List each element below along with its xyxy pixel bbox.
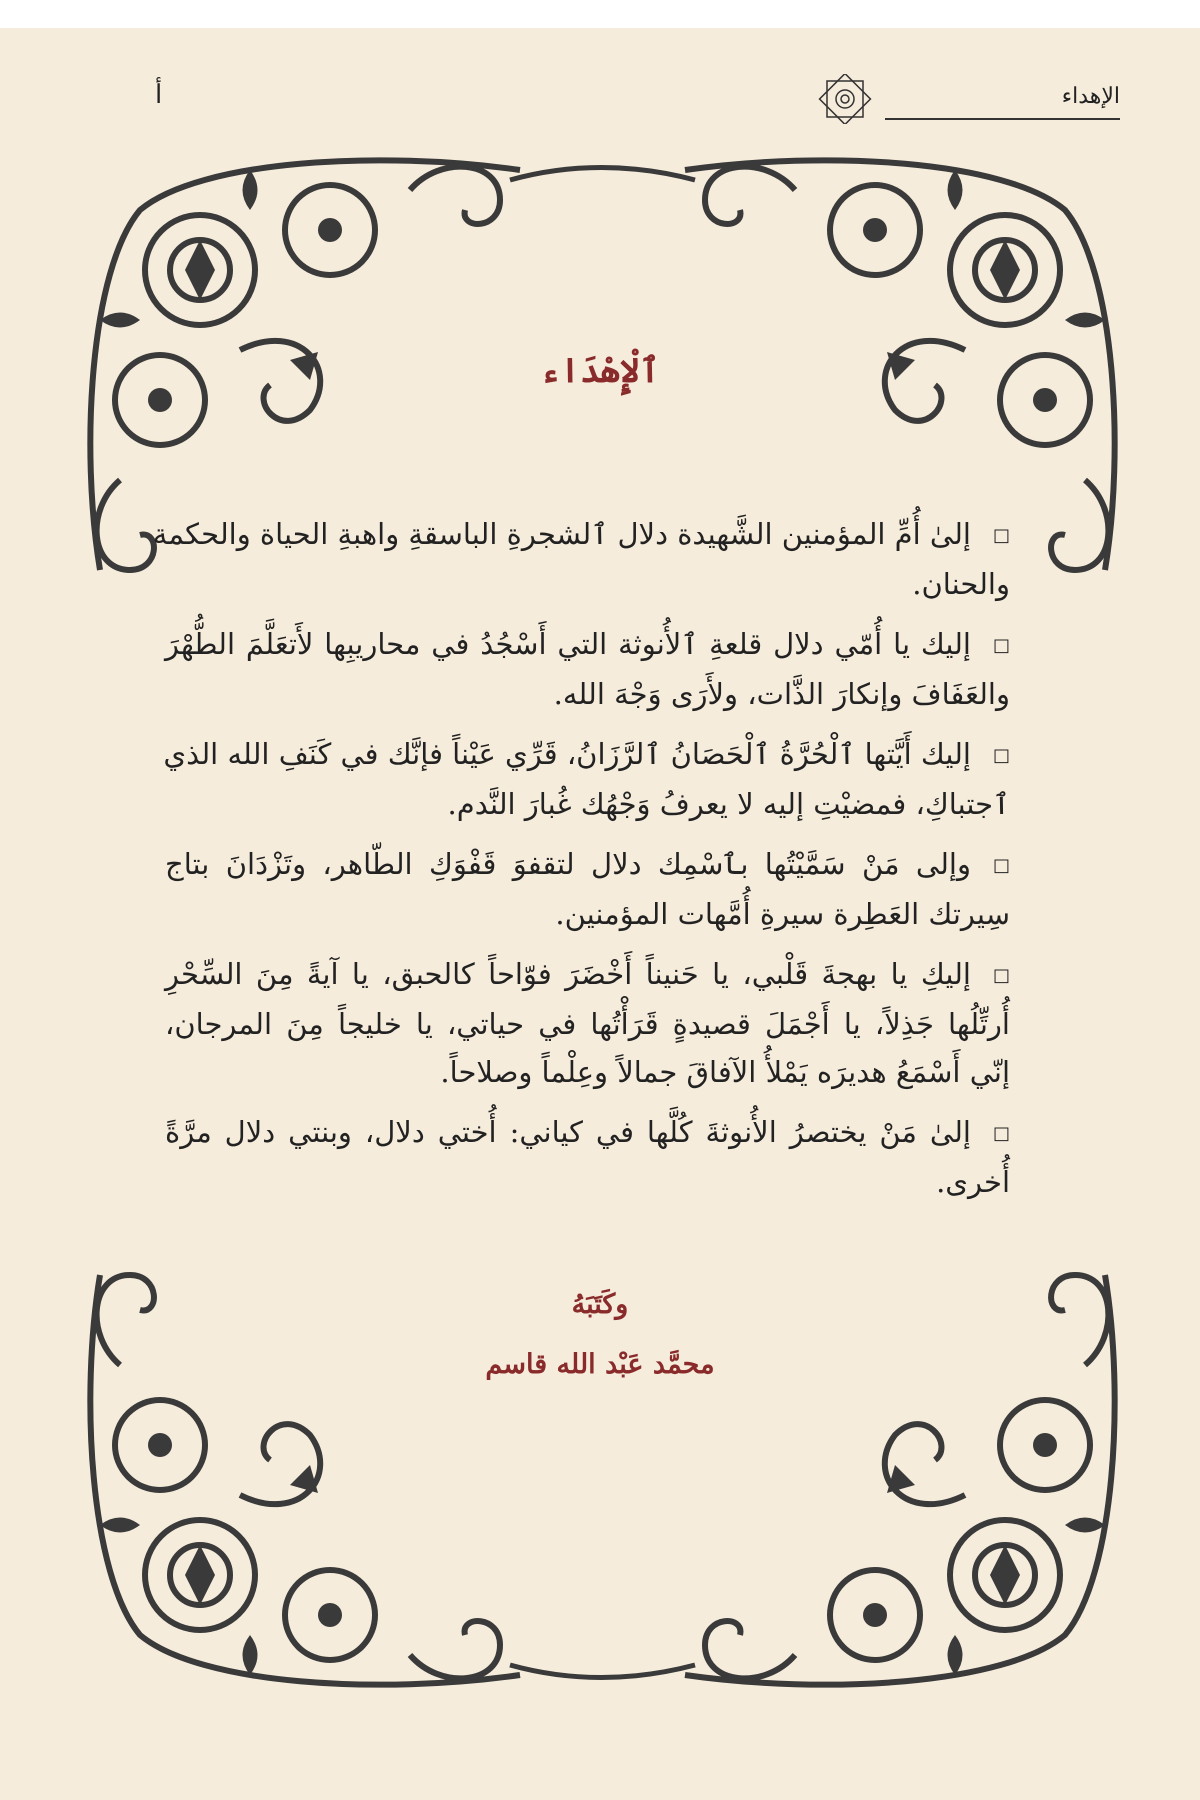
dedication-body — [152, 510, 1010, 1218]
dedication-paragraph — [165, 730, 1010, 828]
line-text: وإلى مَنْ سَمَّيْتُها بٱسْمِك دلال لتقفوَ قَفْوَكِ الطّاهر، وتَزْدَانَ بتاج — [165, 847, 971, 881]
paragraph-line — [165, 1048, 1010, 1096]
square-bullet-icon: □ — [992, 855, 1010, 876]
paragraph-line — [165, 1000, 1010, 1048]
line-text: إلىٰ مَنْ يختصرُ الأُنوثةَ كُلَّها في كياني: أُختي دلال، وبنتي دلال مرَّةً — [165, 1115, 971, 1149]
line-text: إنّي أَسْمَعُ هديرَه يَمْلأُ الآفاقَ جمالاً وعِلْماً وصلاحاً. — [440, 1055, 1010, 1089]
line-text: أُخرى. — [936, 1165, 1010, 1199]
paragraph-line — [165, 730, 1010, 780]
square-bullet-icon: □ — [992, 525, 1010, 546]
paragraph-line — [165, 1158, 1010, 1206]
page-number: أ — [155, 80, 163, 110]
line-text: والعَفَافَ وإنكارَ الذَّات، ولأَرَى وَجْهَ الله. — [553, 677, 1010, 711]
paragraph-line — [165, 840, 1010, 890]
page-title: ٱلْإِهْدَاء — [540, 351, 660, 391]
paragraph-line — [165, 560, 1010, 608]
line-text: أُرتِّلُها جَذِلاً، يا أَجْمَلَ قصيدةٍ قَرَأْتُها في حياتي، يا خليجاً مِنَ المرجان، — [165, 1007, 1010, 1041]
corner-ornament-bottom-left — [90, 1275, 520, 1685]
paragraph-line — [165, 950, 1010, 1000]
page-header — [0, 80, 1200, 130]
dedication-paragraph — [165, 1108, 1010, 1206]
corner-ornament-bottom-right — [685, 1275, 1115, 1685]
paragraph-line — [165, 780, 1010, 828]
line-text: إليكِ يا بهجةَ قَلْبي، يا حَنيناً أَخْضَرَ فوّاحاً كالحبق، يا آيةً مِنَ السِّحْرِ — [165, 957, 971, 991]
paragraph-line — [165, 620, 1010, 670]
line-text: والحنان. — [912, 567, 1010, 601]
dedication-paragraph — [152, 510, 1010, 608]
square-bullet-icon: □ — [992, 965, 1010, 986]
line-text: إليك أَيَّتها ٱلْحُرَّةُ ٱلْحَصَانُ ٱلرَّزَانُ، قَرِّي عَيْناً فإنَّك في كَنَفِ الله الذي — [163, 737, 971, 771]
square-bullet-icon: □ — [992, 1123, 1010, 1144]
paragraph-line — [165, 890, 1010, 938]
dedication-paragraph — [165, 950, 1010, 1096]
line-text: ٱجتباكِ، فمضيْتِ إليه لا يعرفُ وَجْهُك غُبارَ النَّدم. — [447, 787, 1010, 821]
dedication-paragraph — [165, 840, 1010, 938]
signature-label: وكَتَبَهُ — [571, 1289, 629, 1320]
dedication-paragraph — [165, 620, 1010, 718]
paragraph-line — [165, 1108, 1010, 1158]
header-rule — [885, 118, 1120, 120]
line-text: سِيرتك العَطِرة سيرةِ أُمَّهات المؤمنين. — [555, 897, 1010, 931]
line-text: إليك يا أُمّي دلال قلعةِ ٱلأُنوثة التي أَسْجُدُ في محاريبِها لأَتعَلَّمَ الطُّهْرَ — [165, 627, 971, 661]
running-title: الإهداء — [1061, 84, 1120, 109]
scan-margin — [0, 0, 1200, 28]
line-text: إلىٰ أُمِّ المؤمنين الشَّهيدة دلال ٱلشجرةِ الباسقةِ واهبةِ الحياة والحكمة — [152, 517, 971, 551]
paragraph-line — [165, 670, 1010, 718]
paragraph-line — [152, 510, 1010, 560]
geometric-ornament-icon — [815, 74, 875, 124]
square-bullet-icon: □ — [992, 745, 1010, 766]
signature-author: محمَّد عَبْد الله قاسم — [485, 1349, 715, 1380]
square-bullet-icon: □ — [992, 635, 1010, 656]
